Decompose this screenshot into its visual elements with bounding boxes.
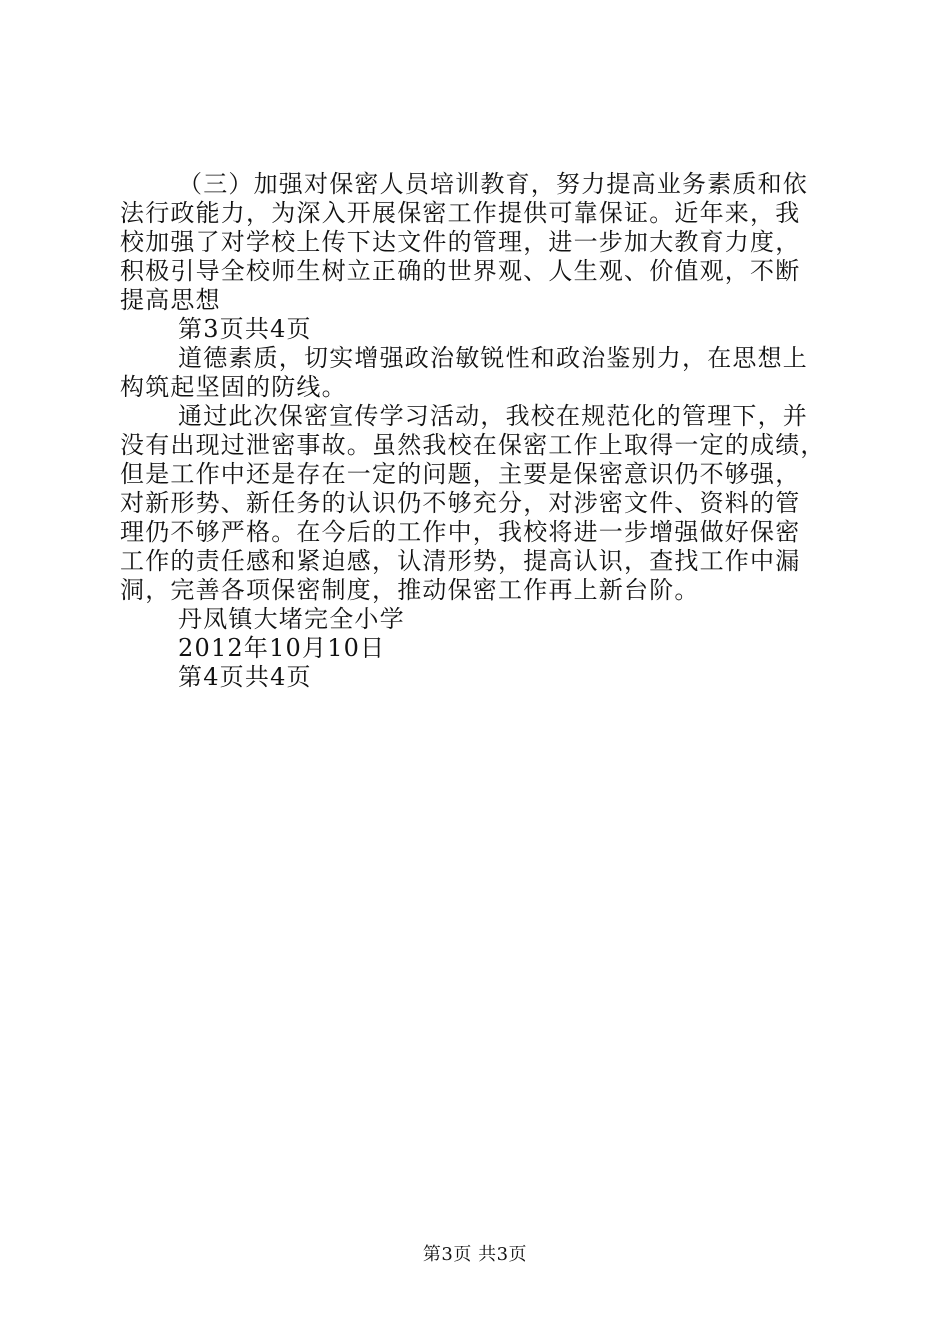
document-body: [120, 170, 840, 692]
text-line: 洞，完善各项保密制度，推动保密工作再上新台阶。: [120, 576, 700, 604]
text-line: 校加强了对学校上传下达文件的管理，进一步加大教育力度，: [120, 228, 801, 256]
text-line: 第4页共4页: [178, 663, 312, 691]
text-line: 2012年10月10日: [178, 634, 386, 662]
text-line: 但是工作中还是存在一定的问题，主要是保密意识仍不够强，: [120, 460, 801, 488]
page-footer: 第3页 共3页: [422, 1244, 528, 1265]
text-line: 理仍不够严格。在今后的工作中，我校将进一步增强做好保密: [120, 518, 801, 546]
text-line: 积极引导全校师生树立正确的世界观、人生观、价值观，不断: [120, 257, 801, 285]
text-line: （三）加强对保密人员培训教育，努力提高业务素质和依: [178, 170, 808, 198]
text-line: 对新形势、新任务的认识仍不够充分，对涉密文件、资料的管: [120, 489, 801, 517]
text-line: 道德素质，切实增强政治敏锐性和政治鉴别力，在思想上: [178, 344, 808, 372]
text-line: 工作的责任感和紧迫感，认清形势，提高认识，查找工作中漏: [120, 547, 801, 575]
text-line: 法行政能力，为深入开展保密工作提供可靠保证。近年来，我: [120, 199, 801, 227]
text-line: 丹凤镇大堵完全小学: [178, 605, 405, 633]
text-line: 没有出现过泄密事故。虽然我校在保密工作上取得一定的成绩，: [120, 431, 826, 459]
text-line: 第3页共4页: [178, 315, 312, 343]
text-line: 构筑起坚固的防线。: [120, 373, 347, 401]
text-line: 提高思想: [120, 286, 221, 314]
text-line: 通过此次保密宣传学习活动，我校在规范化的管理下，并: [178, 402, 808, 430]
